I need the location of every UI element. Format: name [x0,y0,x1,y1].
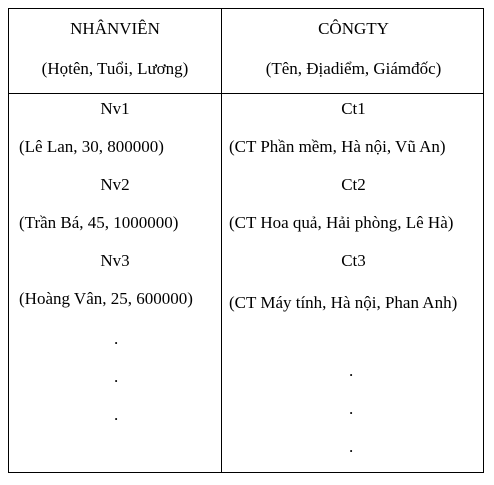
ellipsis-dot: . [349,399,354,418]
nhanvien-tuple: (Lê Lan, 30, 800000) [19,137,164,156]
congty-id: Ct1 [341,99,366,118]
nhanvien-tuple: (Hoàng Vân, 25, 600000) [19,289,193,308]
congty-tuple: (CT Hoa quả, Hải phòng, Lê Hà) [229,213,454,232]
ellipsis-dot: . [114,405,119,424]
nhanvien-id: Nv3 [100,251,130,270]
ellipsis-dot: . [349,361,354,380]
header-divider [9,93,483,94]
congty-tuple: (CT Máy tính, Hà nội, Phan Anh) [229,293,458,312]
nhanvien-title: NHÂNVIÊN [70,19,160,38]
relation-table [8,8,484,473]
congty-tuple: (CT Phần mềm, Hà nội, Vũ An) [229,137,446,156]
ellipsis-dot: . [114,329,119,348]
nhanvien-attributes: (Họtên, Tuổi, Lương) [41,59,189,78]
congty-attributes: (Tên, Địadiểm, Giámđốc) [265,59,442,78]
nhanvien-tuple: (Trần Bá, 45, 1000000) [19,213,179,232]
congty-id: Ct3 [341,251,366,270]
nhanvien-id: Nv1 [100,99,130,118]
ellipsis-dot: . [349,437,354,456]
congty-title: CÔNGTY [318,19,389,38]
congty-id: Ct2 [341,175,366,194]
nhanvien-id: Nv2 [100,175,130,194]
ellipsis-dot: . [114,367,119,386]
